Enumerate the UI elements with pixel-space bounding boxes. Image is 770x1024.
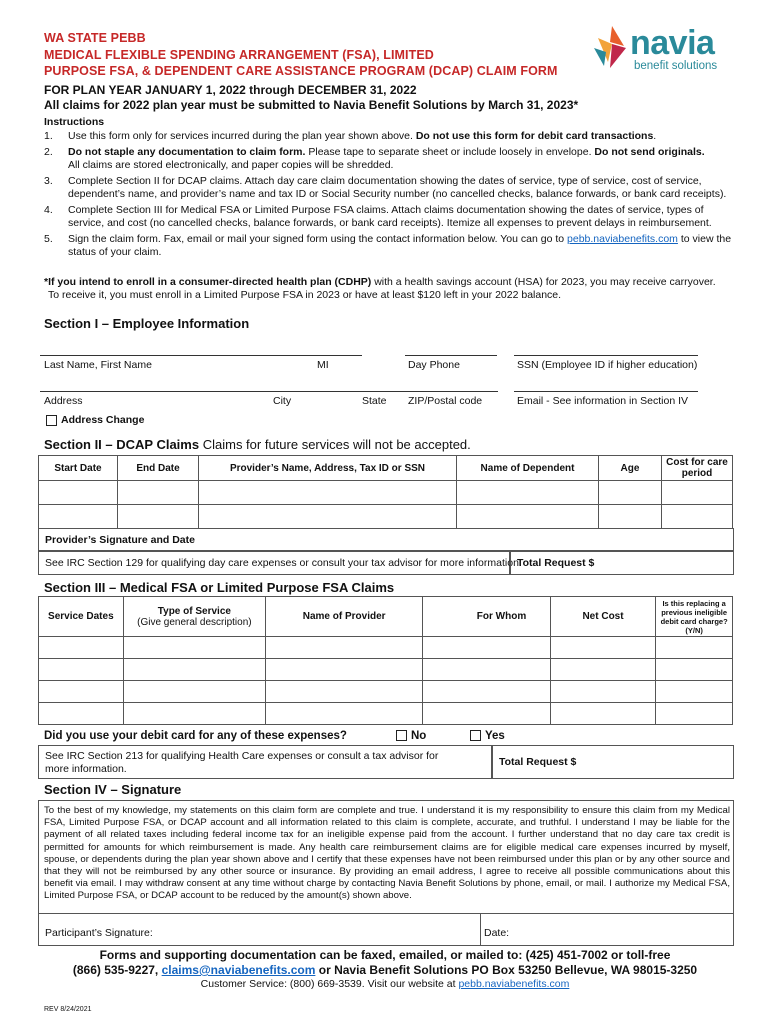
instructions-list: [44, 130, 734, 259]
footer-line-2: (866) 535-9227, claims@naviabenefits.com or Navia Benefit Solutions PO Box 53250 Bellevue, WA 98015-3250: [72, 963, 698, 977]
col-dependent: Name of Dependent: [457, 456, 599, 481]
debit-question: Did you use your debit card for any of these expenses?: [44, 730, 347, 742]
debit-yes-option[interactable]: Yes: [470, 730, 505, 742]
instruction-item: 1. Use this form only for services incurred during the plan year shown above. Do not use this form for debit card transactions.: [44, 130, 657, 142]
date-label: Date:: [484, 927, 510, 939]
footer-line-1: Forms and supporting documentation can be faxed, emailed, or mailed to: (425) 451-7002 or toll-free: [99, 948, 671, 962]
plan-year: FOR PLAN YEAR JANUARY 1, 2022 through DECEMBER 31, 2022: [44, 83, 417, 97]
navia-logo: [584, 22, 734, 82]
address-label: Address: [44, 395, 83, 407]
col-start-date: Start Date: [39, 456, 118, 481]
medical-irc-note: See IRC Section 213 for qualifying Health Care expenses or consult a tax advisor for more information.: [38, 745, 492, 779]
medical-fsa-table: [38, 596, 733, 725]
date-field[interactable]: [480, 913, 733, 946]
col-end-date: End Date: [118, 456, 199, 481]
table-row[interactable]: [39, 681, 733, 703]
table-row[interactable]: [39, 505, 733, 529]
ssn-label: SSN (Employee ID if higher education): [517, 359, 698, 371]
mi-label: MI: [317, 359, 329, 371]
col-replacing: Is this replacing a previous ineligible debit card charge? (Y/N): [656, 597, 733, 637]
section3-title: Section III – Medical FSA or Limited Purpose FSA Claims: [44, 580, 395, 595]
col-age: Age: [599, 456, 662, 481]
instructions-heading: Instructions: [44, 116, 105, 128]
table-row[interactable]: [39, 481, 733, 505]
title-line-1: WA STATE PEBB: [44, 31, 146, 45]
col-for-whom: For Whom: [423, 597, 551, 637]
section2-subtitle: Claims for future services will not be accepted.: [202, 437, 471, 452]
dcap-total-label: Total Request $: [517, 557, 595, 569]
address-change: Address Change: [46, 414, 144, 427]
col-provider: Provider’s Name, Address, Tax ID or SSN: [199, 456, 457, 481]
title-line-3: PURPOSE FSA, & DEPENDENT CARE ASSISTANCE PROGRAM (DCAP) CLAIM FORM: [44, 64, 558, 78]
debit-yes-checkbox[interactable]: [470, 730, 481, 741]
phone-field-line[interactable]: [405, 355, 497, 356]
dcap-irc-note: See IRC Section 129 for qualifying day care expenses or consult your tax advisor for more information.: [38, 551, 510, 575]
status-link[interactable]: pebb.naviabenefits.com: [567, 233, 678, 245]
address-change-checkbox[interactable]: [46, 415, 57, 426]
city-label: City: [273, 395, 292, 407]
col-provider-name: Name of Provider: [266, 597, 423, 637]
website-link[interactable]: pebb.naviabenefits.com: [458, 978, 570, 990]
state-label: State: [362, 395, 387, 407]
medical-total-label: Total Request $: [499, 756, 577, 768]
col-cost: Cost for care period: [662, 456, 733, 481]
provider-signature-field[interactable]: [38, 528, 734, 551]
footer-line-3: Customer Service: (800) 669-3539. Visit our website at pebb.naviabenefits.com: [200, 978, 570, 990]
participant-signature-field[interactable]: [39, 913, 481, 946]
col-service-dates: Service Dates: [39, 597, 124, 637]
section1-title: Section I – Employee Information: [44, 316, 250, 331]
cdhp-footnote: *If you intend to enroll in a consumer-directed health plan (CDHP) with a health savings account (HSA) for 2023, you may receive carryover. To receive it, you must enroll in a Limited Purpose FSA in 2023 or have at least $120 left in your 2022 balance.: [44, 276, 716, 301]
debit-no-option[interactable]: No: [396, 730, 426, 742]
deadline: All claims for 2022 plan year must be submitted to Navia Benefit Solutions by March 31, 2023*: [44, 98, 579, 112]
name-label: Last Name, First Name: [44, 359, 152, 371]
section2-title: Section II – DCAP Claims: [44, 437, 200, 452]
col-type-of-service: Type of Service (Give general description): [123, 597, 265, 637]
name-field-line[interactable]: [40, 355, 362, 356]
table-row[interactable]: [39, 659, 733, 681]
instruction-item: 3. Complete Section II for DCAP claims. Attach day care claim documentation showing the dates of service, type of service, cost of service, dependent’s name, and provider’s name and tax ID or Social Security number (no cancelled checks, balance forwards, or bank card receipts).: [44, 175, 727, 200]
section4-title: Section IV – Signature: [44, 782, 182, 797]
dcap-total-field[interactable]: [510, 551, 734, 575]
medical-total-field[interactable]: [492, 745, 734, 779]
debit-no-checkbox[interactable]: [396, 730, 407, 741]
certification-statement: To the best of my knowledge, my statements on this claim form are complete and true. I understand it is my responsibility to ensure this claim from my Medical FSA, Limited Purpose FSA, or DCAP account and all information related to this claim is complete, accurate, and truthful. I understand I may be liable for the payment of all related taxes including federal income tax for an ineligible expense paid from the account. I further understand that no day care tax credit is permitted for amounts for which reimbursement is made. Any health care reimbursement claims are for eligible medical care expenses incurred by myself, spouse, or dependents during the plan year shown above and I certify that these expenses have not been reimbursed under this plan or by any other source and that they will not be reimbursed by any other source or insurance. By providing an email address, I agree to receive all possible communications about this benefit via email. I may withdraw consent at any time without charge by contacting Navia Benefit Solutions by phone, email, or mail. I authorize my Medical FSA, Limited Purpose FSA, or DCAP account to be reduced by the amount(s) shown above.: [44, 805, 730, 902]
claims-email-link[interactable]: claims@naviabenefits.com: [161, 963, 316, 977]
logo-tagline: benefit solutions: [634, 60, 718, 72]
phone-label: Day Phone: [408, 359, 460, 371]
logo-wordmark: navia: [630, 24, 715, 62]
table-row[interactable]: [39, 637, 733, 659]
zip-label: ZIP/Postal code: [408, 395, 483, 407]
form-title: [44, 30, 558, 80]
instruction-item: 5. Sign the claim form. Fax, email or mail your signed form using the contact information below. You can go to pebb.naviabenefits.com to view the status of your claim.: [44, 233, 732, 258]
participant-signature-label: Participant’s Signature:: [45, 927, 153, 939]
signature-box: [38, 800, 734, 946]
section2-heading: [44, 437, 471, 452]
title-line-2: MEDICAL FLEXIBLE SPENDING ARRANGEMENT (FSA), LIMITED: [44, 47, 434, 62]
email-field-line[interactable]: [514, 391, 698, 392]
revision-label: REV 8/24/2021: [44, 1006, 92, 1013]
col-net-cost: Net Cost: [550, 597, 655, 637]
dcap-table: [38, 455, 733, 529]
instruction-item: 2. Do not staple any documentation to claim form. Please tape to separate sheet or include loosely in envelope. Do not send originals. All claims are stored electronically, and paper copies will be shredded.: [44, 146, 705, 171]
instruction-item: 4. Complete Section III for Medical FSA or Limited Purpose FSA claims. Attach claims documentation showing the dates of service, types of service, and cost (no cancelled checks, balance forwards, or bank card receipts). Itemize all expenses to prevent delays in reimbursement.: [44, 204, 712, 229]
table-row[interactable]: [39, 703, 733, 725]
email-label: Email - See information in Section IV: [517, 395, 688, 407]
provider-signature-label: Provider’s Signature and Date: [45, 534, 195, 546]
address-field-line[interactable]: [40, 391, 498, 392]
ssn-field-line[interactable]: [514, 355, 698, 356]
